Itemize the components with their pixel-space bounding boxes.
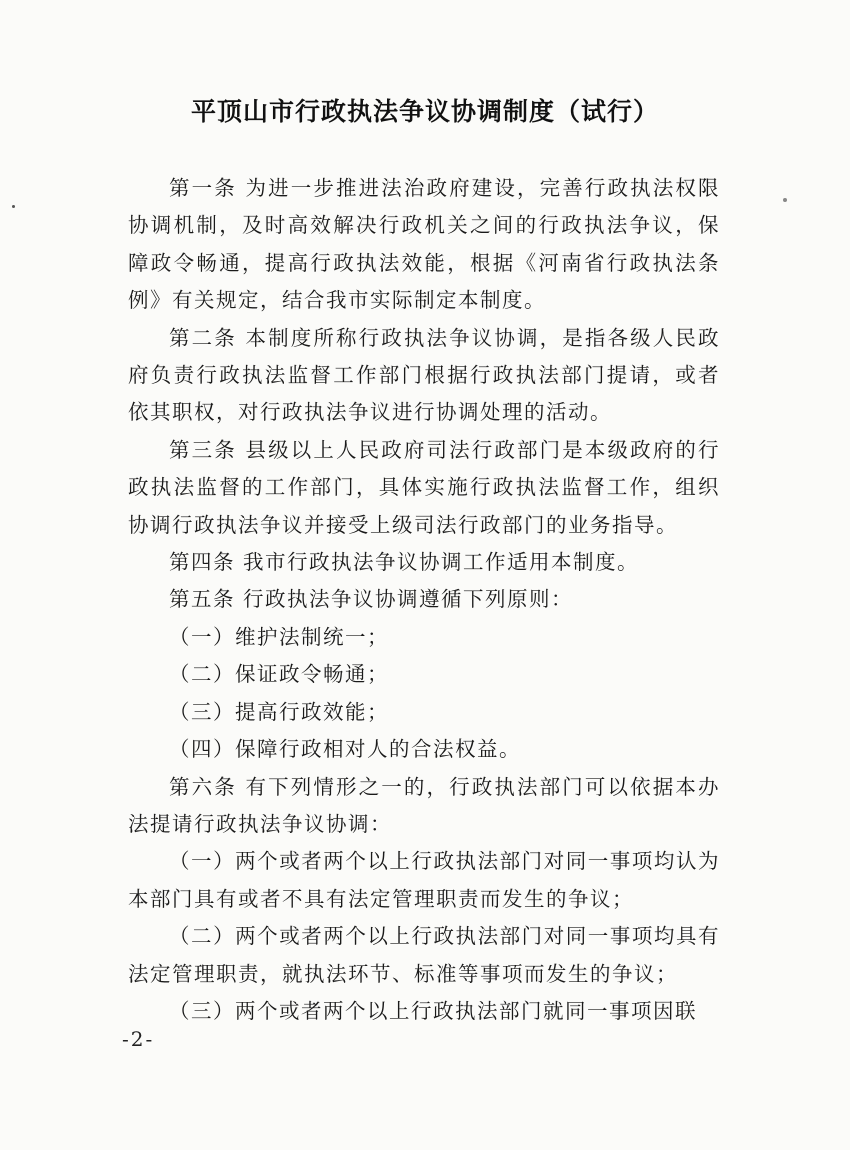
article-6-item-2: （二）两个或者两个以上行政执法部门对同一事项均具有法定管理职责，就执法环节、标准等事项而发生的争议； [128,924,720,986]
article-4: 第四条 我市行政执法争议协调工作适用本制度。 [169,550,640,575]
article-5-item-3: （三）提高行政效能； [169,699,389,724]
article-5: 第五条 行政执法争议协调遵循下列原则： [169,587,574,612]
document-body [128,170,720,1030]
page-number: -2- [122,1027,155,1051]
document-title: 平顶山市行政执法争议协调制度（试行） [190,97,659,126]
article-3: 第三条 县级以上人民政府司法行政部门是本级政府的行政执法监督的工作部门，具体实施行政执法监督工作，组织协调行政执法争议并接受上级司法行政部门的业务指导。 [128,437,720,537]
article-6-item-3: （三）两个或者两个以上行政执法部门就同一事项因联 [169,998,697,1023]
scan-speck [783,198,787,202]
scan-speck [12,205,15,208]
article-5-item-1: （一）维护法制统一； [169,624,389,649]
article-2: 第二条 本制度所称行政执法争议协调，是指各级人民政府负责行政执法监督工作部门根据行政执法部门提请，或者依其职权，对行政执法争议进行协调处理的活动。 [128,325,720,425]
article-1: 第一条 为进一步推进法治政府建设，完善行政执法权限协调机制，及时高效解决行政机关之间的行政执法争议，保障政令畅通，提高行政执法效能，根据《河南省行政执法条例》有关规定，结合我市实际制定本制度。 [128,176,720,313]
article-5-item-4: （四）保障行政相对人的合法权益。 [169,737,521,762]
article-6-item-1: （一）两个或者两个以上行政执法部门对同一事项均认为本部门具有或者不具有法定管理职责而发生的争议； [128,849,720,911]
article-5-item-2: （二）保证政令畅通； [169,662,389,687]
article-6: 第六条 有下列情形之一的，行政执法部门可以依据本办法提请行政执法争议协调： [128,774,720,836]
